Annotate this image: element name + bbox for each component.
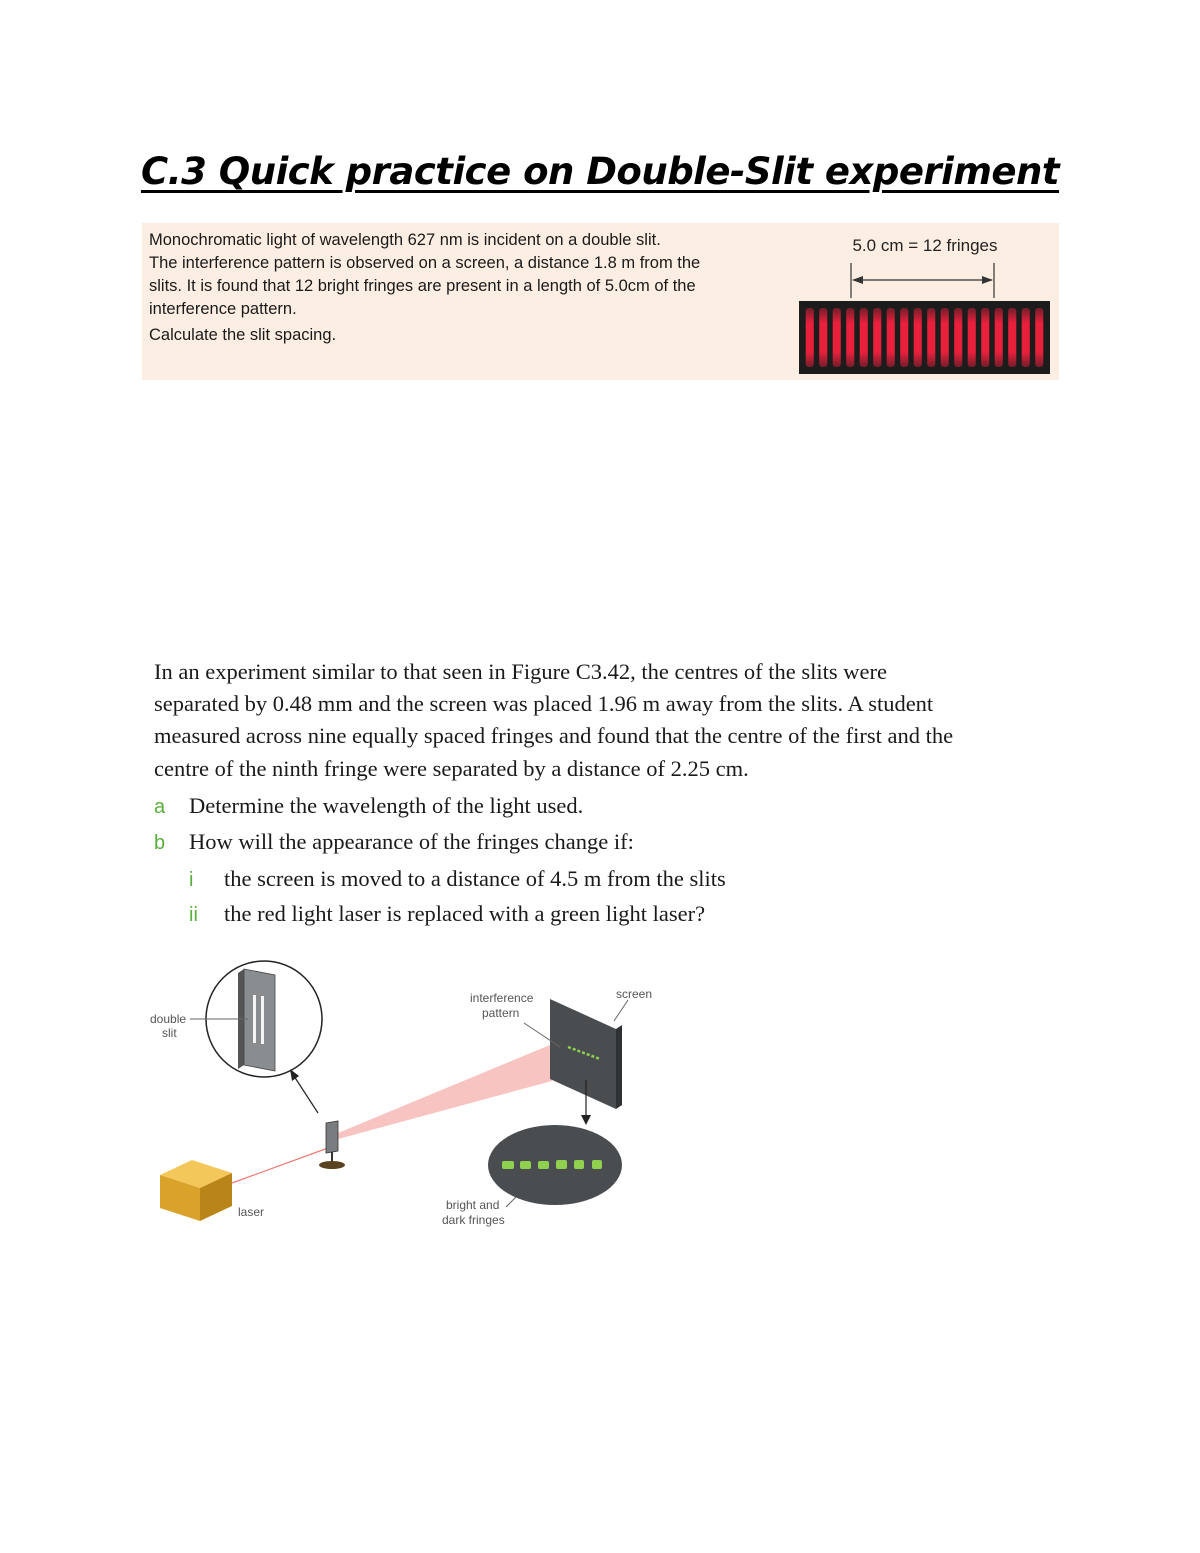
fringe-measure-label: 5.0 cm = 12 fringes xyxy=(852,236,998,255)
arrowhead-left xyxy=(852,276,863,284)
question2-line: In an experiment similar to that seen in Figure C3.42, the centres of the slits were xyxy=(154,659,887,684)
label-dark-fringes: dark fringes xyxy=(442,1213,505,1227)
screen-side xyxy=(616,1025,622,1109)
slit-left xyxy=(253,995,256,1043)
label-screen: screen xyxy=(616,987,653,1001)
fringe-pattern-figure xyxy=(795,258,1055,378)
part-b-ii xyxy=(154,901,1054,927)
arrowhead-right xyxy=(982,276,993,284)
question1-line: The interference pattern is observed on a screen, a distance 1.8 m from the xyxy=(149,254,701,272)
label-pattern: pattern xyxy=(482,1006,520,1020)
label-slit: slit xyxy=(162,1026,177,1040)
part-b-ii-text: the red light laser is replaced with a green light laser? xyxy=(224,900,706,926)
part-a xyxy=(154,793,1054,819)
diffracted-beam xyxy=(338,1045,552,1139)
detail-arrowhead xyxy=(581,1115,591,1125)
part-a-marker: a xyxy=(154,795,166,818)
magnify-arrow xyxy=(292,1073,318,1113)
slit-plate xyxy=(244,969,275,1071)
page-title: C.3 Quick practice on Double-Slit experiment xyxy=(140,150,1060,193)
label-double: double xyxy=(150,1012,187,1026)
question1-line: interference pattern. xyxy=(149,300,297,318)
part-b-i xyxy=(154,866,1054,892)
question2-line: centre of the ninth fringe were separated by a distance of 2.25 cm. xyxy=(154,755,749,781)
label-interference: interference xyxy=(470,991,534,1005)
part-b-i-text: the screen is moved to a distance of 4.5 m from the slits xyxy=(224,865,726,891)
part-b xyxy=(154,829,1054,855)
question1-text xyxy=(149,229,769,347)
part-b-marker: b xyxy=(154,831,166,854)
question2-line: measured across nine equally spaced fringes and found that the centre of the first and the xyxy=(154,723,954,749)
question2-line: separated by 0.48 mm and the screen was placed 1.96 m away from the slits. A student xyxy=(154,691,934,717)
question1-ask: Calculate the slit spacing. xyxy=(149,326,337,344)
slit-right xyxy=(261,996,264,1044)
question1-line: slits. It is found that 12 bright fringes are present in a length of 5.0cm of the xyxy=(149,277,696,295)
slit-stand-plate xyxy=(326,1121,338,1153)
double-slit-apparatus-figure xyxy=(140,955,680,1245)
fringe-fade xyxy=(799,301,1050,374)
slit-stand-base xyxy=(319,1161,345,1169)
question2 xyxy=(154,656,1054,927)
magnify-arrowhead xyxy=(290,1069,299,1081)
part-b-text: How will the appearance of the fringes change if: xyxy=(189,828,634,854)
part-a-text: Determine the wavelength of the light used. xyxy=(189,792,584,818)
laser-beam xyxy=(232,1148,328,1183)
screen-leader xyxy=(614,1000,628,1021)
part-b-ii-marker: ii xyxy=(189,903,198,926)
fringes-leader xyxy=(506,1197,516,1207)
part-b-i-marker: i xyxy=(189,868,194,891)
screen xyxy=(550,999,616,1109)
label-bright-and: bright and xyxy=(446,1198,500,1212)
question1-line: Monochromatic light of wavelength 627 nm is incident on a double slit. xyxy=(149,231,661,249)
label-laser: laser xyxy=(238,1205,265,1219)
